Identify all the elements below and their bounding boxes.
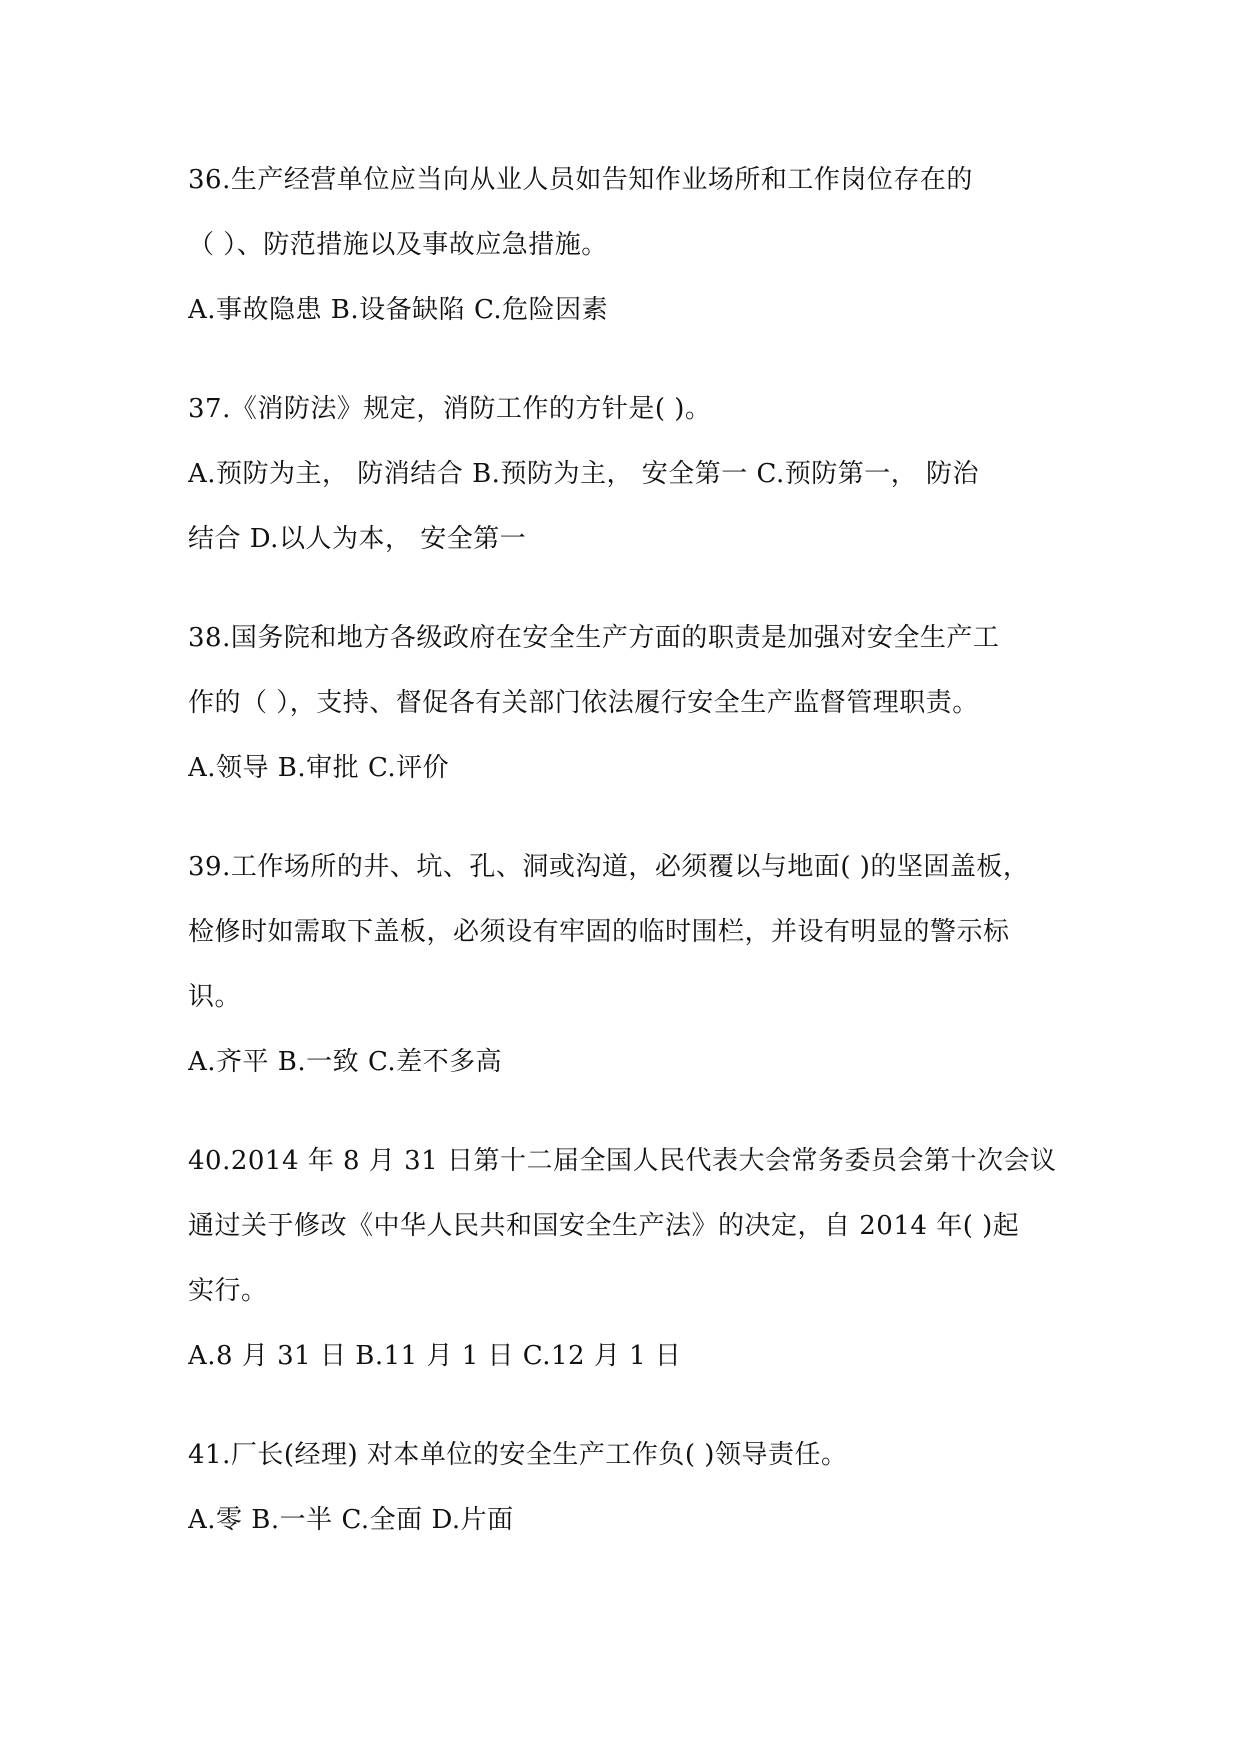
question-36 [188, 148, 1068, 343]
question-text-line: 38.国务院和地方各级政府在安全生产方面的职责是加强对安全生产工 [188, 623, 1000, 653]
question-39 [188, 835, 1068, 1095]
answer-options: A.零 B.一半 C.全面 D.片面 [188, 1505, 514, 1535]
question-text-line: 实行。 [188, 1276, 268, 1306]
question-text-line: （ ）、防范措施以及事故应急措施。 [188, 230, 608, 260]
question-text-line: 识。 [188, 982, 242, 1012]
answer-options: A.齐平 B.一致 C.差不多高 [188, 1047, 503, 1077]
question-38 [188, 606, 1068, 801]
question-text-line: 检修时如需取下盖板，必须设有牢固的临时围栏，并设有明显的警示标 [188, 917, 1010, 947]
question-text-line: 作的（ ），支持、督促各有关部门依法履行安全生产监督管理职责。 [188, 688, 979, 718]
question-list [188, 148, 1068, 1587]
question-text-line: 40.2014 年 8 月 31 日第十二届全国人民代表大会常务委员会第十次会议 [188, 1146, 1057, 1176]
question-text-line: 通过关于修改《中华人民共和国安全生产法》的决定，自 2014 年( )起 [188, 1211, 1020, 1241]
question-37 [188, 377, 1068, 572]
question-41 [188, 1423, 1068, 1553]
answer-options: A.事故隐患 B.设备缺陷 C.危险因素 [188, 295, 609, 325]
question-text-line: 36.生产经营单位应当向从业人员如告知作业场所和工作岗位存在的 [188, 165, 973, 195]
question-40 [188, 1129, 1068, 1389]
answer-options: 结合 D.以人为本， 安全第一 [188, 524, 527, 554]
question-text-line: 37.《消防法》规定，消防工作的方针是( )。 [188, 394, 712, 424]
question-text-line: 39.工作场所的井、坑、孔、洞或沟道，必须覆以与地面( )的坚固盖板， [188, 852, 1030, 882]
answer-options: A.领导 B.审批 C.评价 [188, 753, 450, 783]
answer-options: A.8 月 31 日 B.11 月 1 日 C.12 月 1 日 [188, 1341, 682, 1371]
question-text-line: 41.厂长(经理) 对本单位的安全生产工作负( )领导责任。 [188, 1440, 848, 1470]
answer-options: A.预防为主， 防消结合 B.预防为主， 安全第一 C.预防第一， 防治 [188, 459, 979, 489]
